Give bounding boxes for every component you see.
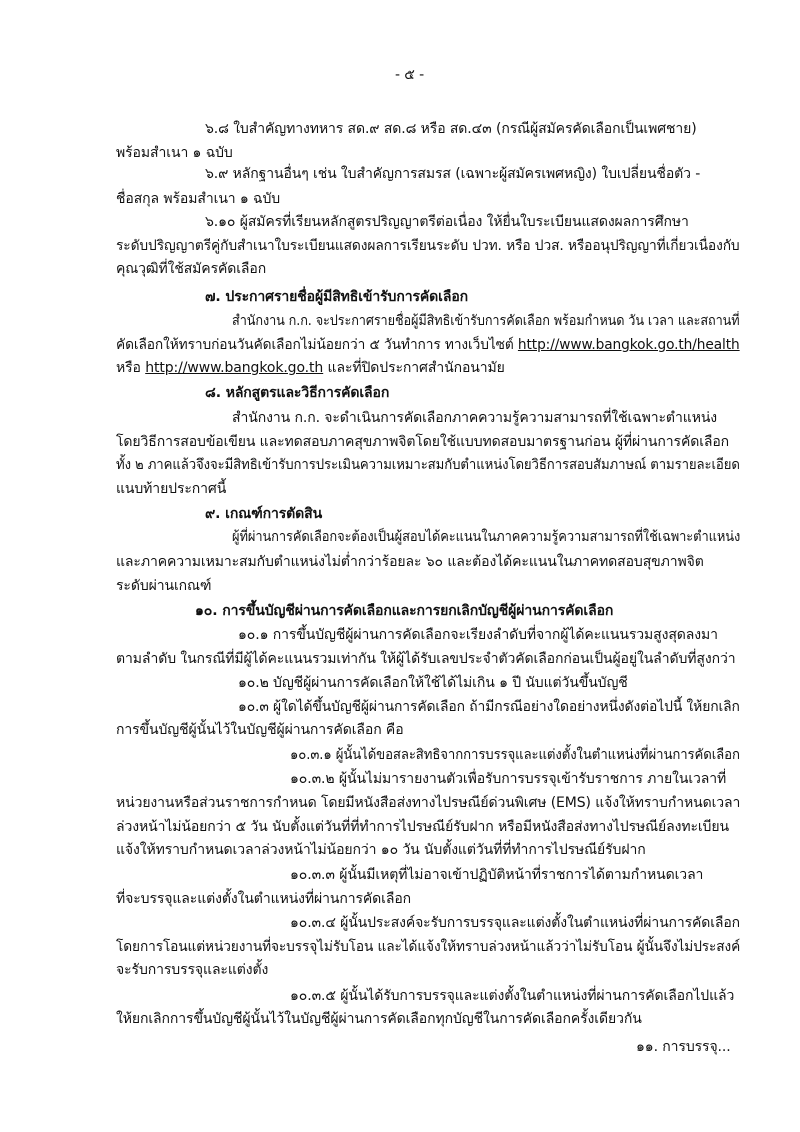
item-6-9: ๖.๙ หลักฐานอื่นๆ เช่น ใบสำคัญการสมรส (เฉพาะผู้สมัครเพศหญิง) ใบเปลี่ยนชื่อตัว - <box>205 166 701 182</box>
item-10-1-cont: ตามลำดับ ในกรณีที่มีผู้ได้คะแนนรวมเท่ากัน ให้ผู้ได้รับเลขประจำตัวคัดเลือกก่อนเป็นผู้อยู่ในลำดับที่สูงกว่า <box>116 651 736 667</box>
section-7-heading: ๗. ประกาศรายชื่อผู้มีสิทธิเข้ารับการคัดเลือก <box>205 289 469 305</box>
page-number: - ๕ - <box>395 67 425 83</box>
item-6-9-cont: ชื่อสกุล พร้อมสำเนา ๑ ฉบับ <box>116 191 281 207</box>
section-9-para-2: และภาคความเหมาะสมกับตำแหน่งไม่ต่ำกว่าร้อยละ ๖๐ และต้องได้คะแนนในภาคทดสอบสุขภาพจิต <box>116 554 704 570</box>
item-10-3-2-cont-2: ล่วงหน้าไม่น้อยกว่า ๕ วัน นับตั้งแต่วันที่ที่ทำการไปรษณีย์รับฝาก หรือมีหนังสือส่งทางไปรษณีย์ลงทะเบียน <box>116 819 729 835</box>
section-9-para-3: ระดับผ่านเกณฑ์ <box>116 578 212 594</box>
item-10-3-2: ๑๐.๓.๒ ผู้นั้นไม่มารายงานตัวเพื่อรับการบรรจุเข้ารับราชการ ภายในเวลาที่ <box>290 771 727 787</box>
item-10-3-5: ๑๐.๓.๕ ผู้นั้นได้รับการบรรจุและแต่งตั้งในตำแหน่งที่ผ่านการคัดเลือกไปแล้ว <box>290 988 735 1004</box>
section-9-heading: ๙. เกณฑ์การตัดสิน <box>205 506 323 522</box>
bangkok-website-link[interactable]: http://www.bangkok.go.th <box>145 360 324 376</box>
item-10-3: ๑๐.๓ ผู้ใดได้ขึ้นบัญชีผู้ผ่านการคัดเลือก ถ้ามีกรณีอย่างใดอย่างหนึ่งดังต่อไปนี้ ให้ยกเลิก <box>238 699 740 715</box>
item-6-8-cont: พร้อมสำเนา ๑ ฉบับ <box>116 145 233 161</box>
item-10-3-4-cont-1: โดยการโอนแต่หน่วยงานที่จะบรรจุไม่รับโอน และได้แจ้งให้ทราบล่วงหน้าแล้วว่าไม่รับโอน ผู้นั้นจึงไม่ประสงค์ <box>116 939 741 955</box>
health-website-link[interactable]: http://www.bangkok.go.th/health <box>517 337 740 353</box>
section-8-para-3: ทั้ง ๒ ภาคแล้วจึงจะมีสิทธิเข้ารับการประเมินความเหมาะสมกับตำแหน่งโดยวิธีการสอบสัมภาษณ์ ตามรายละเอียด <box>116 457 740 473</box>
item-10-3-cont: การขึ้นบัญชีผู้นั้นไว้ในบัญชีผู้ผ่านการคัดเลือก คือ <box>116 722 404 738</box>
item-10-3-2-cont-3: แจ้งให้ทราบกำหนดเวลาล่วงหน้าไม่น้อยกว่า ๑๐ วัน นับตั้งแต่วันที่ที่ทำการไปรษณีย์รับฝาก <box>116 842 646 858</box>
item-10-2: ๑๐.๒ บัญชีผู้ผ่านการคัดเลือกให้ใช้ได้ไม่เกิน ๑ ปี นับแต่วันขึ้นบัญชี <box>238 675 628 691</box>
section-7-para-3-post: และที่ปิดประกาศสำนักอนามัย <box>323 360 505 376</box>
section-8-para-4: แนบท้ายประกาศนี้ <box>116 481 227 497</box>
item-10-3-1: ๑๐.๓.๑ ผู้นั้นได้ขอสละสิทธิจากการบรรจุและแต่งตั้งในตำแหน่งที่ผ่านการคัดเลือก <box>290 747 740 763</box>
section-7-para-3-pre: หรือ <box>116 360 146 376</box>
section-7-para-3 <box>116 359 505 377</box>
item-10-3-2-cont-1: หน่วยงานหรือส่วนราชการกำหนด โดยมีหนังสือส่งทางไปรษณีย์ด่วนพิเศษ (EMS) แจ้งให้ทราบกำหนดเวลา <box>116 795 741 811</box>
section-10-heading: ๑๐. การขึ้นบัญชีผ่านการคัดเลือกและการยกเลิกบัญชีผู้ผ่านการคัดเลือก <box>195 603 614 619</box>
item-10-3-4: ๑๐.๓.๔ ผู้นั้นประสงค์จะรับการบรรจุและแต่งตั้งในตำแหน่งที่ผ่านการคัดเลือก <box>290 915 741 931</box>
section-7-para-1: สำนักงาน ก.ก. จะประกาศรายชื่อผู้มีสิทธิเข้ารับการคัดเลือก พร้อมกำหนด วัน เวลา และสถานที่ <box>232 313 740 329</box>
item-6-10-cont-1: ระดับปริญญาตรีคู่กับสำเนาใบระเบียนแสดงผลการเรียนระดับ ปวท. หรือ ปวส. หรืออนุปริญญาที่เกี่ยวเนื่องกับ <box>116 238 740 254</box>
section-9-para-1: ผู้ที่ผ่านการคัดเลือกจะต้องเป็นผู้สอบได้คะแนนในภาคความรู้ความสามารถที่ใช้เฉพาะตำแหน่ง <box>232 529 741 545</box>
item-10-1: ๑๐.๑ การขึ้นบัญชีผู้ผ่านการคัดเลือกจะเรียงลำดับที่จากผู้ได้คะแนนรวมสูงสุดลงมา <box>238 627 718 643</box>
item-6-8: ๖.๘ ใบสำคัญทางทหาร สด.๙ สด.๘ หรือ สด.๔๓ (กรณีผู้สมัครคัดเลือกเป็นเพศชาย) <box>205 121 697 137</box>
item-10-3-3-cont: ที่จะบรรจุและแต่งตั้งในตำแหน่งที่ผ่านการคัดเลือก <box>116 891 412 907</box>
section-8-para-1: สำนักงาน ก.ก. จะดำเนินการคัดเลือกภาคความรู้ความสามารถที่ใช้เฉพาะตำแหน่ง <box>232 410 718 426</box>
next-page-reference: ๑๑. การบรรจุ... <box>636 1039 731 1055</box>
item-6-10-cont-2: คุณวุฒิที่ใช้สมัครคัดเลือก <box>116 261 267 277</box>
item-10-3-5-cont: ให้ยกเลิกการขึ้นบัญชีผู้นั้นไว้ในบัญชีผู้ผ่านการคัดเลือกทุกบัญชีในการคัดเลือกครั้งเดียวกัน <box>116 1011 642 1027</box>
section-8-heading: ๘. หลักสูตรและวิธีการคัดเลือก <box>205 385 390 401</box>
item-6-10: ๖.๑๐ ผู้สมัครที่เรียนหลักสูตรปริญญาตรีต่อเนื่อง ให้ยื่นใบระเบียนแสดงผลการศึกษา <box>205 214 689 230</box>
section-7-para-2-text: คัดเลือกให้ทราบก่อนวันคัดเลือกไม่น้อยกว่า ๕ วันทำการ ทางเว็บไซต์ <box>116 337 518 353</box>
section-7-para-2 <box>116 336 740 354</box>
item-10-3-4-cont-2: จะรับการบรรจุและแต่งตั้ง <box>116 962 269 978</box>
section-8-para-2: โดยวิธีการสอบข้อเขียน และทดสอบภาคสุขภาพจิตโดยใช้แบบทดสอบมาตรฐานก่อน ผู้ที่ผ่านการคัดเลือก <box>116 434 730 450</box>
item-10-3-3: ๑๐.๓.๓ ผู้นั้นมีเหตุที่ไม่อาจเข้าปฏิบัติหน้าที่ราชการได้ตามกำหนดเวลา <box>290 867 704 883</box>
